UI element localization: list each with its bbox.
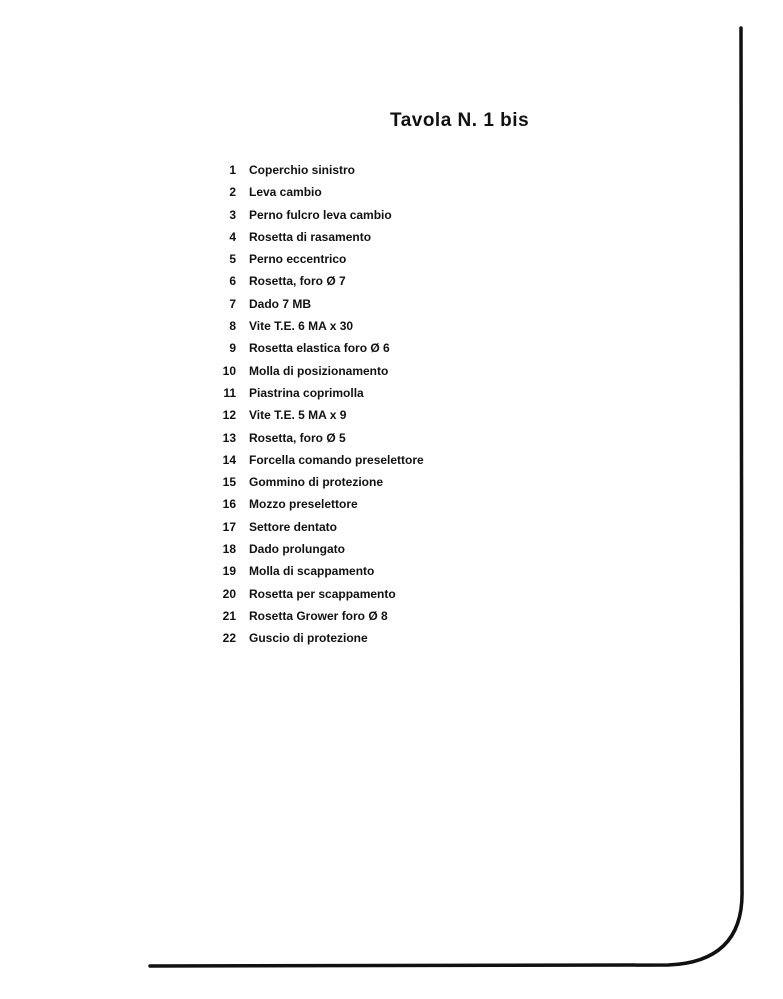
part-number: 18 xyxy=(222,542,236,557)
list-item xyxy=(214,341,424,363)
list-item xyxy=(214,208,424,230)
list-item xyxy=(214,386,424,408)
part-name: Rosetta elastica foro Ø 6 xyxy=(249,341,390,356)
part-number: 1 xyxy=(229,163,236,177)
part-number: 9 xyxy=(229,341,236,356)
part-number: 7 xyxy=(229,296,236,311)
list-item xyxy=(214,364,424,386)
part-name: Gommino di protezione xyxy=(249,475,383,490)
list-item xyxy=(214,252,424,274)
part-number: 13 xyxy=(222,430,236,445)
part-number: 15 xyxy=(222,475,236,490)
list-item xyxy=(214,475,424,497)
part-name: Perno eccentrico xyxy=(249,252,347,267)
part-name: Rosetta di rasamento xyxy=(249,229,372,244)
part-name: Leva cambio xyxy=(249,185,322,200)
part-name: Coperchio sinistro xyxy=(249,163,356,177)
list-item xyxy=(214,542,424,564)
part-name: Vite T.E. 5 MA x 9 xyxy=(249,408,347,423)
part-number: 6 xyxy=(229,274,236,289)
part-name: Dado prolungato xyxy=(249,542,345,557)
part-name: Forcella comando preselettore xyxy=(249,452,424,467)
list-item xyxy=(214,185,424,207)
part-name: Molla di posizionamento xyxy=(249,363,389,378)
part-number: 5 xyxy=(229,252,236,267)
page-title: Tavola N. 1 bis xyxy=(390,110,530,131)
part-number: 22 xyxy=(222,631,236,646)
part-number: 11 xyxy=(223,385,236,400)
part-name: Mozzo preselettore xyxy=(249,497,358,512)
part-number: 10 xyxy=(222,363,236,378)
part-name: Settore dentato xyxy=(249,519,338,534)
list-item xyxy=(214,609,424,631)
part-name: Molla di scappamento xyxy=(249,564,375,579)
part-name: Vite T.E. 6 MA x 30 xyxy=(249,319,354,334)
part-name: Rosetta, foro Ø 5 xyxy=(249,430,346,445)
part-number: 17 xyxy=(222,519,236,534)
list-item xyxy=(214,319,424,341)
list-item xyxy=(214,274,424,296)
list-item xyxy=(214,230,424,252)
list-item xyxy=(214,431,424,453)
list-item xyxy=(214,520,424,542)
part-number: 3 xyxy=(229,207,236,222)
part-number: 21 xyxy=(222,608,236,623)
part-number: 20 xyxy=(222,586,236,601)
parts-list xyxy=(214,163,424,654)
part-name: Rosetta Grower foro Ø 8 xyxy=(249,608,388,623)
part-name: Guscio di protezione xyxy=(249,631,368,646)
list-item xyxy=(214,453,424,475)
part-name: Rosetta per scappamento xyxy=(249,586,396,601)
part-name: Piastrina coprimolla xyxy=(249,385,364,400)
part-number: 4 xyxy=(229,229,236,244)
part-number: 8 xyxy=(229,319,236,334)
part-name: Rosetta, foro Ø 7 xyxy=(249,274,346,289)
part-number: 12 xyxy=(222,408,236,423)
list-item xyxy=(214,564,424,586)
part-number: 19 xyxy=(222,564,236,579)
list-item xyxy=(214,408,424,430)
list-item xyxy=(214,631,424,653)
list-item xyxy=(214,163,424,185)
list-item xyxy=(214,587,424,609)
part-number: 14 xyxy=(222,452,236,467)
part-name: Perno fulcro leva cambio xyxy=(249,207,392,222)
list-item xyxy=(214,497,424,519)
part-number: 2 xyxy=(229,185,236,200)
list-item xyxy=(214,297,424,319)
part-number: 16 xyxy=(222,497,236,512)
part-name: Dado 7 MB xyxy=(249,296,312,311)
